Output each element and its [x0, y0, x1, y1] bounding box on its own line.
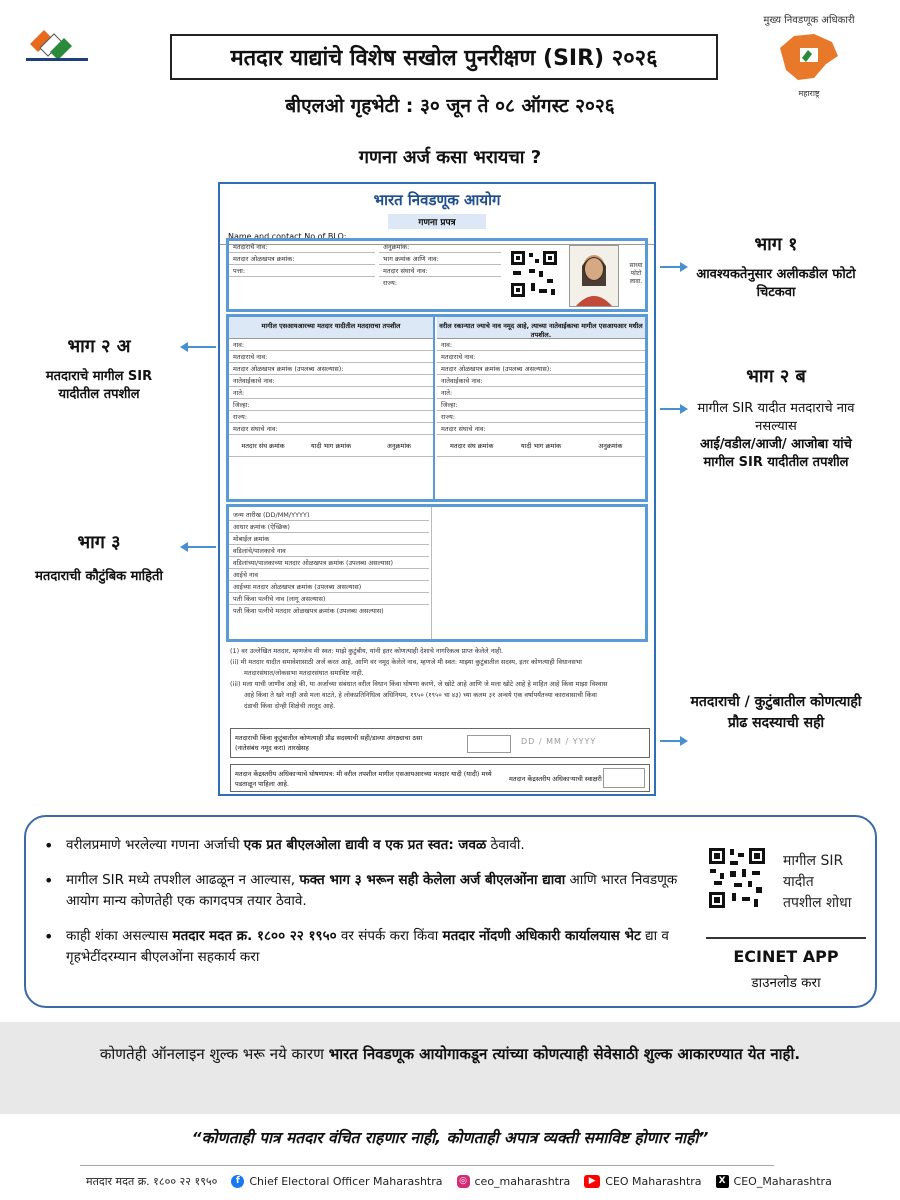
instructions-list	[42, 835, 692, 982]
part-3-heading-side: भाग ३	[77, 532, 121, 553]
arrow-part-2b	[660, 408, 682, 410]
form-row: नाते:	[437, 387, 645, 399]
form-part-2b	[437, 317, 645, 499]
footer-cell: मतदार संघ क्रमांक	[241, 442, 285, 450]
enumeration-form	[218, 182, 656, 796]
form-row: अनुक्रमांक:	[379, 241, 501, 253]
footer-x[interactable]: X CEO_Maharashtra	[716, 1175, 832, 1188]
form-row: राज्य:	[229, 411, 433, 423]
form-row	[229, 277, 375, 289]
page-title: मतदार याद्यांचे विशेष सखोल पुनरीक्षण (SIR) २०२६	[170, 34, 718, 80]
form-row: राज्य:	[437, 411, 645, 423]
form-row: नाव:	[229, 339, 433, 351]
form-row: मतदार संघाचे नाव:	[229, 423, 433, 435]
form-row: मतदाराचे नाव:	[437, 351, 645, 363]
form-row: मतदार संघाचे नाव:	[437, 423, 645, 435]
form-qr-icon	[509, 249, 559, 299]
label-part-2b	[688, 364, 864, 472]
form-row: नातेवाईकाचे नाव:	[437, 375, 645, 387]
form-row: राज्य:	[383, 279, 398, 287]
label-part-3	[24, 530, 174, 586]
declaration-line: (iii) मला याची जाणीव आहे की, या अर्जाच्या संबंधात वरील विधान किंवा घोषणा करणे, जे खोटे आहे आणि जे मला खोटे आहे हे माहित आहे किंवा माझा विश्वास	[230, 680, 608, 688]
arrow-part-2a	[186, 346, 216, 348]
part-2b-heading: वरील रकान्यात ज्याचे नाव नमूद आहे, त्याच्या नातेवाईकाचा मागील एसआयआर मधील तपशील.	[437, 317, 645, 339]
sig1-date: DD / MM / YYYY	[521, 737, 597, 746]
form-row: पती किंवा पत्नीचे नाव (लागू असल्यास)	[229, 593, 429, 605]
footer-cell: यादी भाग क्रमांक	[310, 442, 352, 450]
slogan: “कोणताही पात्र मतदार वंचित राहणार नाही, कोणताही अपात्र व्यक्ती समाविष्ट होणार नाही”	[191, 1129, 709, 1147]
declaration-line: आहे किंवा ते खरे नाही असे मला वाटते, हे लोकप्रतिनिधित्व अधिनियम, १९५० (१९५० चा ४३) च्या कलम ३१ अन्वये एक वर्षापर्यंतच्या कारावासाची किंवा	[244, 691, 597, 699]
sir-search-qr-icon[interactable]	[708, 847, 766, 909]
form-row: जिल्हा:	[437, 399, 645, 411]
instructions-box	[24, 815, 877, 1008]
part-2a-text: मतदाराचे मागील SIR यादीतील तपशील	[45, 369, 153, 402]
form-row: वडिलांच्या/पालकाच्या मतदार ओळखपत्र क्रमांक (उपलब्ध असल्यास)	[229, 557, 429, 569]
photo-caption: साध्या फोटो लावा.	[629, 262, 643, 285]
form-declarations	[230, 646, 648, 712]
footer-helpline: मतदार मदत क्र. १८०० २२ १९५०	[86, 1175, 218, 1188]
arrow-part-1	[660, 266, 682, 268]
part-2b-heading-side: भाग २ ब	[746, 366, 806, 387]
page-subtitle: बीएलओ गृहभेटी : ३० जून ते ०८ ऑगस्ट २०२६	[285, 95, 615, 117]
footer-cell: यादी भाग क्रमांक	[520, 442, 562, 450]
arrow-signature	[660, 740, 682, 742]
form-part-1	[226, 238, 648, 312]
sig2-right-label: मतदान केंद्रस्तरीय अधिकाऱ्याची स्वाक्षरी	[509, 775, 602, 783]
part-2b-text-1: मागील SIR यादीत मतदाराचे नाव नसल्यास	[697, 401, 855, 434]
form-part-3	[226, 504, 648, 642]
form-row: मतदार ओळखपत्र क्रमांक (उपलब्ध असल्यास):	[437, 363, 645, 375]
form-row: पती किंवा पत्नीचे मतदार ओळखपत्र क्रमांक (उपलब्ध असल्यास)	[233, 607, 384, 615]
form-row: मतदार ओळखपत्र क्रमांक (उपलब्ध असल्यास):	[229, 363, 433, 375]
form-subtitle: गणना प्रपत्र	[388, 214, 485, 229]
sig1-label: मतदाराची किंवा कुटुंबातील कोणत्याही प्रौढ सदस्याची सही/डाव्या अंगठ्याचा ठसा (नातेसंबंध नमूद करा) तारखेसह	[235, 734, 423, 752]
form-row: आधार क्रमांक (ऐच्छिक)	[229, 521, 429, 533]
part-2a-heading-side: भाग २ अ	[67, 336, 131, 357]
form-row: जन्म तारीख (DD/MM/YYYY)	[229, 509, 429, 521]
ceo-maharashtra-logo	[744, 12, 874, 99]
ecinet-app-label[interactable]: ECINET APP	[733, 947, 839, 966]
form-row: आईचे नाव	[229, 569, 429, 581]
footer-cell: अनुक्रमांक	[598, 442, 623, 450]
label-signature	[688, 688, 864, 734]
youtube-icon: ▶	[584, 1175, 600, 1188]
footer-cell: मतदार संघ क्रमांक	[450, 442, 494, 450]
form-title: भारत निवडणूक आयोग	[373, 191, 501, 209]
ceo-logo-sub: महाराष्ट्र	[798, 89, 820, 98]
declaration-line: (ii) मी मतदार यादीत समावेशासाठी अर्ज करत आहे, आणि वर नमूद केलेले नाव, म्हणजे मी स्वत: माझ्या कुटुंबातील सदस्य, इतर कोणत्याही विधानसभा	[230, 658, 582, 666]
divider	[706, 937, 866, 939]
ceo-logo-caption: मुख्य निवडणूक अधिकारी	[763, 15, 855, 26]
part-3-text: मतदाराची कौटुंबिक माहिती	[35, 569, 163, 584]
form-row: नाते:	[229, 387, 433, 399]
footer-youtube[interactable]: ▶ CEO Maharashtra	[584, 1175, 701, 1188]
voter-photo	[569, 245, 619, 307]
voter-signature-box	[230, 728, 650, 758]
instruction-item: • वरीलप्रमाणे भरलेल्या गणना अर्जाची एक प्रत बीएलओला द्यावी व एक प्रत स्वत: जवळ ठेवावी.	[42, 835, 692, 856]
sig2-label: मतदान केंद्रस्तरीय अधिकाऱ्याचे घोषणापत्र: मी वरील तपशील मागील एसआयआरच्या मतदार यादी (यादी) मध्ये पडताळून पाहिला आहे.	[235, 770, 492, 788]
form-part-2	[226, 314, 648, 502]
instagram-icon: ◎	[457, 1175, 470, 1188]
label-part-1	[688, 232, 864, 302]
part-1-heading: भाग १	[754, 234, 798, 255]
footer	[86, 1174, 886, 1189]
declaration-line: दंडाची किंवा दोन्ही शिक्षेची तरतूद आहे.	[244, 702, 336, 710]
form-blo-line: Name and contact No of BLO:	[220, 229, 654, 245]
qr-caption: मागील SIR यादीत तपशील शोधा	[783, 853, 852, 911]
page-question: गणना अर्ज कसा भरायचा ?	[358, 147, 542, 168]
label-part-2a	[24, 334, 174, 404]
form-row: मोबाईल क्रमांक	[229, 533, 429, 545]
form-row: भाग क्रमांक आणि नाव:	[379, 253, 501, 265]
form-row: नातेवाईकाचे नाव:	[229, 375, 433, 387]
instruction-item: • मागील SIR मध्ये तपशील आढळून न आल्यास, फक्त भाग ३ भरून सही केलेला अर्ज बीएलओंना द्यावा आणि भारत निवडणूक आयोग मान्य कोणतेही एक कागदपत्र तयार ठेवावे.	[42, 870, 692, 912]
fee-notice: कोणतेही ऑनलाइन शुल्क भरू नये कारण भारत निवडणूक आयोगाकडून त्यांच्या कोणत्याही सेवेसाठी शुल्क आकारण्यात येत नाही.	[0, 1022, 900, 1114]
form-row: पत्ता:	[229, 265, 375, 277]
form-row: मतदार संघाचे नाव:	[379, 265, 501, 277]
instruction-item: • काही शंका असल्यास मतदार मदत क्र. १८०० २२ १९५० वर संपर्क करा किंवा मतदार नोंदणी अधिकारी कार्यालयास भेट द्या व गृहभेटींदरम्यान बीएलओंना सहकार्य करा	[42, 926, 692, 968]
form-row: मतदाराचे नाव:	[229, 241, 375, 253]
footer-instagram[interactable]: ◎ ceo_maharashtra	[457, 1175, 571, 1188]
blo-declaration-box	[230, 764, 650, 792]
maharashtra-map-icon	[774, 28, 844, 88]
signature-text: मतदाराची / कुटुंबातील कोणत्याही प्रौढ सदस्याची सही	[690, 694, 862, 731]
x-icon: X	[716, 1175, 729, 1188]
eci-logo	[22, 18, 92, 64]
part-2a-heading: मागील एसआयआरच्या मतदार यादीतील मतदाराचा तपशील	[229, 317, 433, 339]
form-row: मतदाराचे नाव:	[229, 351, 433, 363]
form-row: वडिलांचे/पालकाचे नाव	[229, 545, 429, 557]
form-row: जिल्हा:	[229, 399, 433, 411]
declaration-line: (1) वर उल्लेखित मतदार, म्हणजेच मी स्वत: माझे कुटुंबीय, यांनी इतर कोणत्याही देशाचे नागरिकत्व प्राप्त केलेले नाही.	[230, 647, 504, 655]
form-row: नाव:	[437, 339, 645, 351]
part-1-text: आवश्यकतेनुसार अलीकडील फोटो चिटकवा	[696, 267, 856, 300]
form-row: मतदार ओळखपत्र क्रमांक:	[229, 253, 375, 265]
declaration-line: मतदारसंघात/लोकसभा मतदारसंघात समाविष्ट नाही.	[244, 669, 364, 677]
footer-facebook[interactable]: f Chief Electoral Officer Maharashtra	[231, 1175, 442, 1188]
part-2b-text-2: आई/वडील/आजी/ आजोबा यांचे मागील SIR यादीतील तपशील	[700, 437, 852, 470]
download-label: डाउनलोड करा	[751, 975, 821, 991]
facebook-icon: f	[231, 1175, 244, 1188]
form-part-2a	[229, 317, 435, 499]
arrow-part-3	[186, 546, 216, 548]
form-row: आईच्या मतदार ओळखपत्र क्रमांक (उपलब्ध असल्यास)	[229, 581, 429, 593]
footer-divider	[80, 1165, 774, 1166]
footer-cell: अनुक्रमांक	[386, 442, 412, 450]
